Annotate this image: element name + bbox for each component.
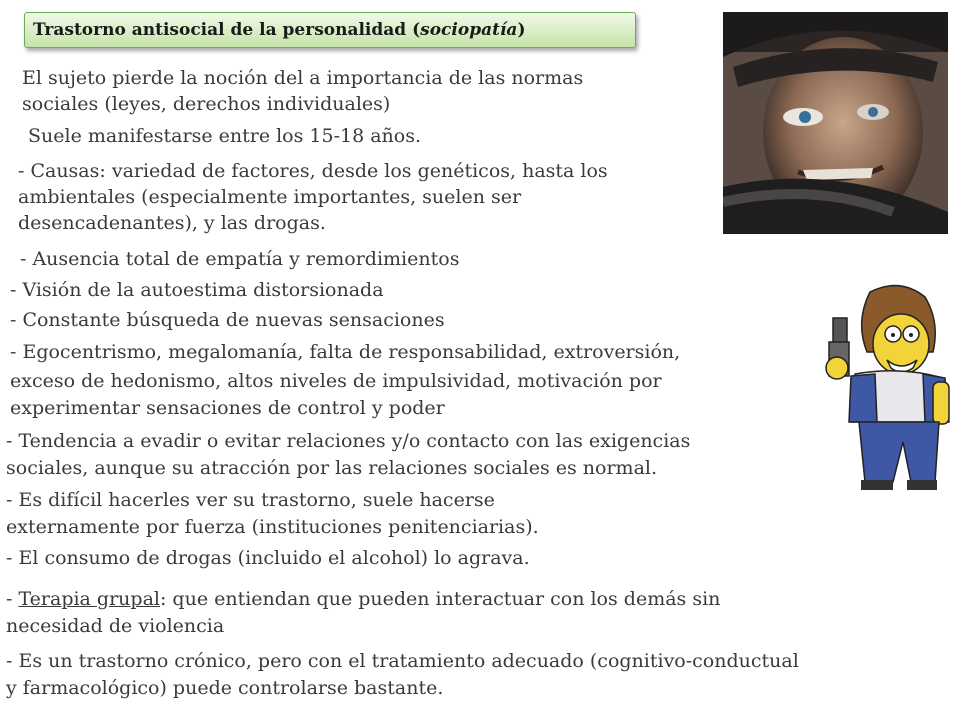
slide-title: Trastorno antisocial de la personalidad (sociopatía) <box>33 20 526 40</box>
text-line: sociales (leyes, derechos individuales) <box>22 93 391 115</box>
text-line: desencadenantes), y las drogas. <box>18 212 326 234</box>
text-line: - Constante búsqueda de nuevas sensaciones <box>10 309 445 331</box>
text-line: experimentar sensaciones de control y poder <box>10 397 445 419</box>
text-line: - Tendencia a evadir o evitar relaciones y/o contacto con las exigencias <box>6 430 691 452</box>
text-line: El sujeto pierde la noción del a importancia de las normas <box>22 67 584 89</box>
therapy-line: - Terapia grupal: que entiendan que pueden interactuar con los demás sin <box>6 588 721 610</box>
text-line: - Es difícil hacerles ver su trastorno, suele hacerse <box>6 489 495 511</box>
title-box <box>24 12 636 48</box>
text-line: - Visión de la autoestima distorsionada <box>10 279 384 301</box>
text-line: - El consumo de drogas (incluido el alcohol) lo agrava. <box>6 547 530 569</box>
text-line: - Causas: variedad de factores, desde los genéticos, hasta los <box>18 160 608 182</box>
text-line: exceso de hedonismo, altos niveles de impulsividad, motivación por <box>10 370 662 392</box>
text-line: externamente por fuerza (instituciones penitenciarias). <box>6 516 539 538</box>
title-italic: sociopatía <box>420 20 518 40</box>
actor-photo <box>723 12 948 234</box>
therapy-line-2: necesidad de violencia <box>6 615 225 637</box>
text-line: - Ausencia total de empatía y remordimientos <box>20 248 460 270</box>
text-line: - Egocentrismo, megalomanía, falta de responsabilidad, extroversión, <box>10 341 681 363</box>
cartoon-character <box>815 282 955 494</box>
text-line: ambientales (especialmente importantes, suelen ser <box>18 186 522 208</box>
text-line: sociales, aunque su atracción por las relaciones sociales es normal. <box>6 457 658 479</box>
therapy-term: Terapia grupal <box>18 588 160 610</box>
text-line: Suele manifestarse entre los 15-18 años. <box>28 125 422 147</box>
closing-line: y farmacológico) puede controlarse bastante. <box>6 677 444 699</box>
closing-line: - Es un trastorno crónico, pero con el tratamiento adecuado (cognitivo-conductual <box>6 650 799 672</box>
